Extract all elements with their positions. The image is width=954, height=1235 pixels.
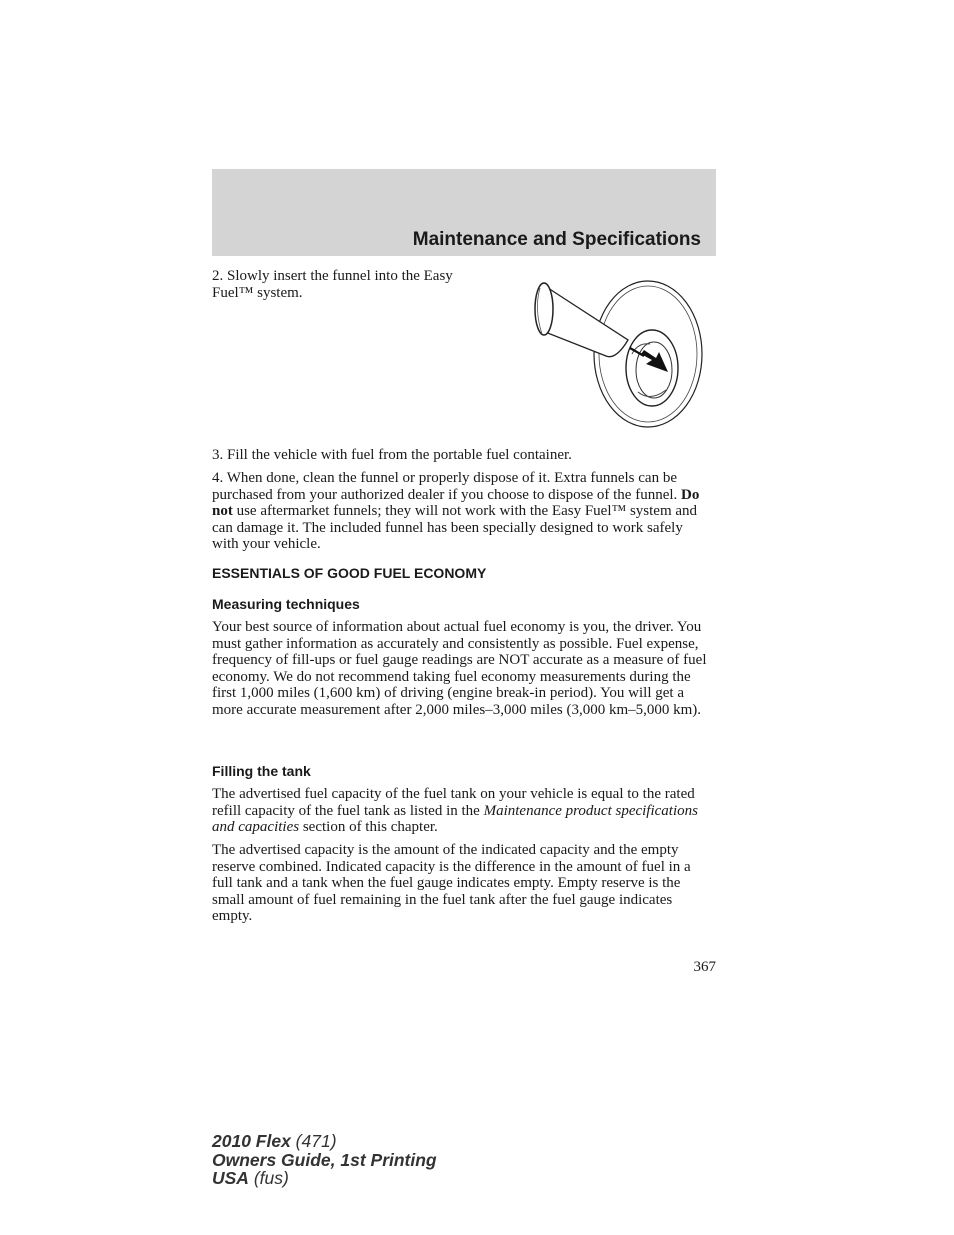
step-3-text: 3. Fill the vehicle with fuel from the portable fuel container. bbox=[212, 447, 572, 463]
step-4-text bbox=[212, 470, 712, 553]
filling-p1-part-1: The advertised fuel capacity of the fuel tank on your vehicle is equal to the rated refill capacity of the fuel tank as listed in the bbox=[212, 786, 695, 819]
filling-heading: Filling the tank bbox=[212, 763, 311, 779]
footer-print-info bbox=[212, 1132, 437, 1188]
section-header-band bbox=[212, 169, 716, 256]
essentials-heading: ESSENTIALS OF GOOD FUEL ECONOMY bbox=[212, 565, 487, 581]
footer-model: 2010 Flex bbox=[212, 1131, 291, 1151]
funnel-insertion-illustration bbox=[520, 272, 710, 442]
filling-p1-part-2: section of this chapter. bbox=[299, 819, 438, 835]
step-4-part-1: 4. When done, clean the funnel or properly dispose of it. Extra funnels can be purchased from your authorized dealer if you choose to dispose of the funnel. bbox=[212, 470, 682, 503]
footer-guide-edition: Owners Guide, 1st Printing bbox=[212, 1149, 437, 1170]
section-title: Maintenance and Specifications bbox=[412, 229, 701, 250]
filling-paragraph-1 bbox=[212, 786, 712, 836]
footer-market-code: (fus) bbox=[248, 1168, 289, 1188]
page-number: 367 bbox=[693, 959, 716, 975]
step-2-text: 2. Slowly insert the funnel into the Easy Fuel™ system. bbox=[212, 268, 453, 301]
measuring-text: Your best source of information about actual fuel economy is you, the driver. You must gather information as accurately and consistently as possible. Fuel expense, frequency of fill-ups or fuel gauge readings are NOT accurate as a measure of fuel economy. We do not recommend taking fuel economy measurements during the first 1,000 miles (1,600 km) of driving (engine break-in period). You will get a more accurate measurement after 2,000 miles–3,000 miles (3,000 km–5,000 km). bbox=[212, 619, 707, 718]
filling-paragraph-2: The advertised capacity is the amount of the indicated capacity and the empty reserve combined. Indicated capacity is the difference in the amount of fuel in a full tank and a tank when the fuel gauge indicates empty. Empty reserve is the small amount of fuel remaining in the fuel tank after the fuel gauge indicates empty. bbox=[212, 842, 691, 924]
insert-arrow-icon bbox=[641, 350, 668, 372]
footer-model-code: (471) bbox=[290, 1131, 337, 1151]
step-4-part-2: use aftermarket funnels; they will not work with the Easy Fuel™ system and can damage it. The included funnel has been specially designed to work safely with your vehicle. bbox=[212, 503, 698, 552]
funnel-body bbox=[540, 288, 628, 357]
measuring-heading: Measuring techniques bbox=[212, 596, 360, 612]
step-4-bold: Do not bbox=[212, 486, 700, 519]
footer-market: USA bbox=[212, 1168, 249, 1188]
fuel-inlet-outer bbox=[626, 330, 678, 406]
filling-p1-italic: Maintenance product specifications and capacities bbox=[212, 802, 698, 835]
